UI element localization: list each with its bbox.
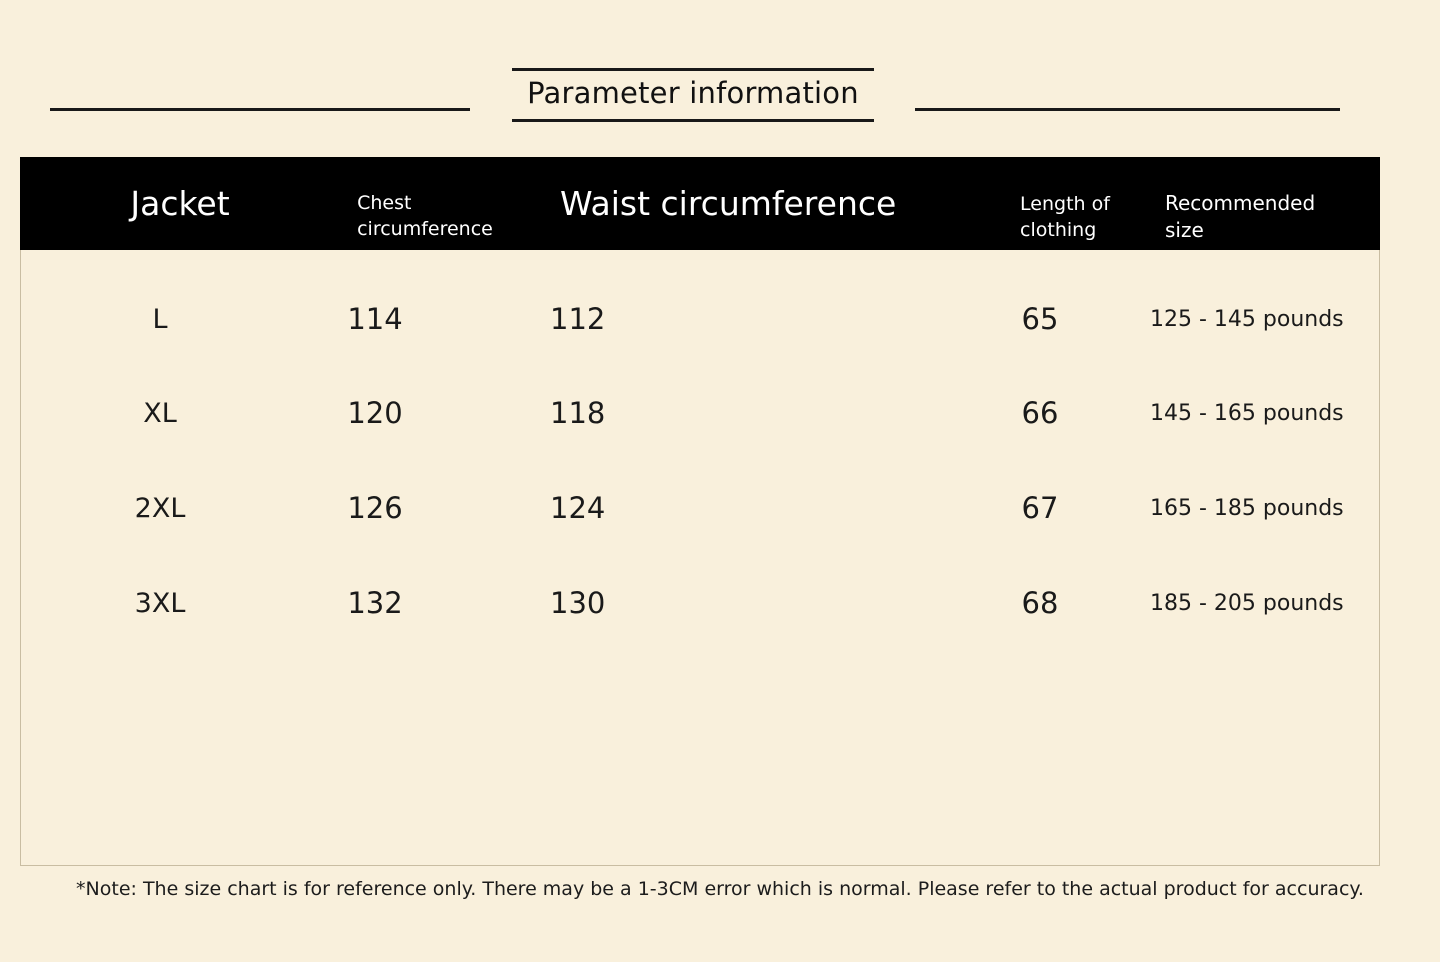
cell-length: 65 [1021,302,1059,336]
column-header-chest-line2: circumference [357,217,493,240]
page-title [512,68,874,122]
column-header-recommended-size [1165,157,1395,250]
cell-waist: 118 [550,396,606,430]
cell-recommended: 125 - 145 pounds [1150,306,1344,332]
cell-length: 68 [1021,586,1059,620]
column-header-recommended-line2: size [1165,218,1204,242]
cell-chest: 120 [347,396,403,430]
column-header-length-line1: Length of [1020,192,1110,215]
cell-size: L [152,303,168,335]
cell-length: 67 [1021,491,1059,525]
table-row [20,556,1380,650]
cell-size: 3XL [134,587,186,619]
cell-waist: 112 [550,302,606,336]
header-rule-right [915,108,1340,111]
column-header-waist-circumference: Waist circumference [560,184,897,223]
cell-recommended: 165 - 185 pounds [1150,495,1344,521]
column-header-chest-circumference [320,157,530,250]
column-header-recommended-line1: Recommended [1165,191,1316,215]
cell-waist: 124 [550,491,606,525]
table-row [20,366,1380,460]
table-row [20,461,1380,555]
cell-recommended: 145 - 165 pounds [1150,400,1344,426]
header-rule-left [50,108,470,111]
column-header-length-of-clothing [985,157,1145,250]
page-title-text: Parameter information [527,76,859,110]
cell-chest: 126 [347,491,403,525]
cell-size: 2XL [134,492,186,524]
cell-recommended: 185 - 205 pounds [1150,590,1344,616]
size-chart-footnote: *Note: The size chart is for reference only. There may be a 1-3CM error which is normal. Please refer to the actual product for accuracy. [76,878,1364,900]
column-header-jacket: Jacket [130,184,230,223]
cell-length: 66 [1021,396,1059,430]
cell-chest: 114 [347,302,403,336]
cell-waist: 130 [550,586,606,620]
cell-chest: 132 [347,586,403,620]
column-header-chest-line1: Chest [357,191,412,214]
column-header-length-line2: clothing [1020,218,1097,241]
page-header [0,30,1440,120]
table-row [20,272,1380,366]
cell-size: XL [143,397,177,429]
table-header-row [20,157,1380,250]
